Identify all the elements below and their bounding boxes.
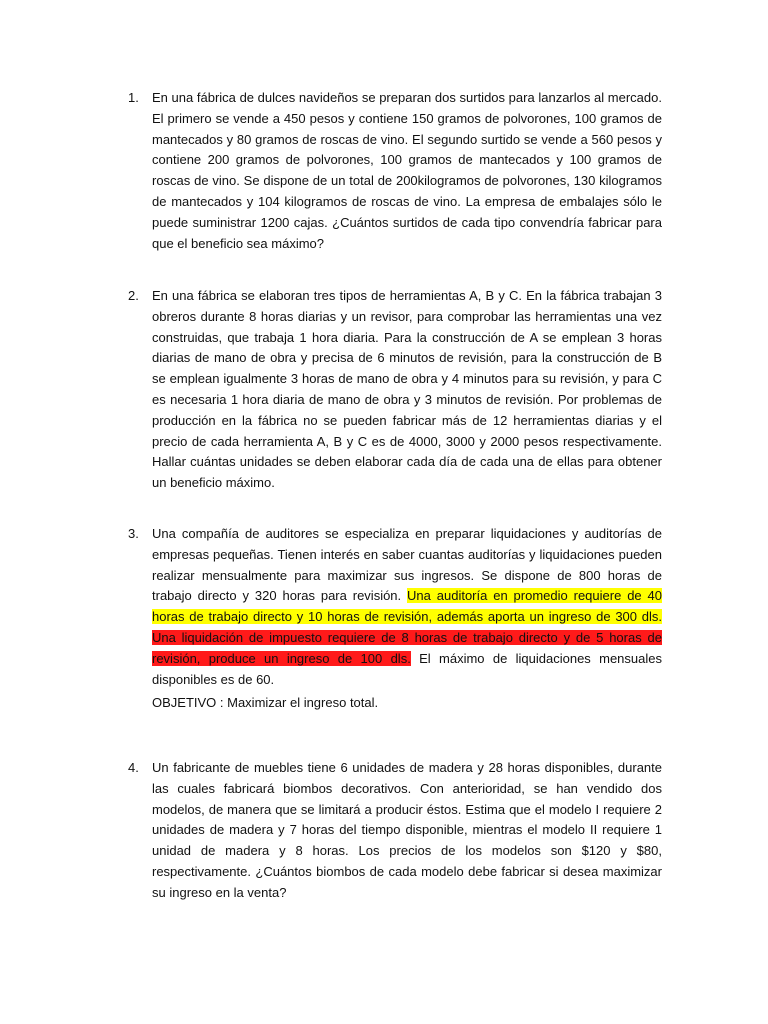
problem-4-text: Un fabricante de muebles tiene 6 unidades de madera y 28 horas disponibles, durante las cuales fabricará biombos decorativos. Con anterioridad, se han vendido dos modelos, de manera que se limitará a producir éstos. Estima que el modelo I requiere 2 unidades de madera y 7 horas del tiempo disponible, mientras el modelo II requiere 1 unidad de madera y 8 horas. Los precios de los modelos son $120 y $80, respectivamente. ¿Cuántos biombos de cada modelo debe fabricar si desea maximizar su ingreso en la venta?: [152, 760, 662, 900]
problem-3-number: 3.: [128, 526, 139, 541]
problem-1-text: En una fábrica de dulces navideños se preparan dos surtidos para lanzarlos al mercado. El primero se vende a 450 pesos y contiene 150 gramos de polvorones, 100 gramos de mantecados y 80 gramos de roscas de vino. El segundo surtido se vende a 560 pesos y contiene 200 gramos de polvorones, 100 gramos de mantecados y 100 gramos de roscas de vino. Se dispone de un total de 200kilogramos de polvorones, 130 kilogramos de mantecados y 104 kilogramos de roscas de vino. La empresa de embalajes sólo le puede suministrar 1200 cajas. ¿Cuántos surtidos de cada tipo convendría fabricar para que el beneficio sea máximo?: [152, 90, 662, 251]
problem-4-number: 4.: [128, 760, 139, 775]
problem-3-objective: OBJETIVO : Maximizar el ingreso total.: [152, 695, 379, 710]
problem-1-number: 1.: [128, 90, 139, 105]
problem-3-text: [152, 524, 662, 690]
problem-3-text-end: El máximo de liquidaciones mensuales disponibles es de 60.: [152, 650, 662, 687]
problem-2-number: 2.: [128, 288, 139, 303]
problem-2-text: En una fábrica se elaboran tres tipos de herramientas A, B y C. En la fábrica trabajan 3 obreros durante 8 horas diarias y un revisor, para comprobar las herramientas una vez construidas, que trabaja 1 hora diaria. Para la construcción de A se emplean 3 horas diarias de mano de obra y precisa de 6 minutos de revisión, para la construcción de B se emplean igualmente 3 horas de mano de obra y 4 minutos para su revisión, y para C es necesaria 1 hora diaria de mano de obra y 3 minutos de revisión. Por problemas de producción en la fábrica no se pueden fabricar más de 12 herramientas diarias y el precio de cada herramienta A, B y C es de 4000, 3000 y 2000 pesos respectivamente. Hallar cuántas unidades se deben elaborar cada día de cada una de ellas para obtener un beneficio máximo.: [152, 288, 662, 491]
problem-3-text-intro: Una compañía de auditores se especializa en preparar liquidaciones y auditorías de empresas pequeñas. Tienen interés en saber cuantas auditorías y liquidaciones pueden realizar mensualmente para maximizar sus ingresos. Se dispone de 800 horas de trabajo directo y 320 horas para revisión.: [152, 526, 662, 604]
problem-3-red-highlight: Una liquidación de impuesto requiere de 8 horas de trabajo directo y de 5 horas de revisión, produce un ingreso de 100 dls.: [152, 629, 662, 666]
problem-3-yellow-highlight: Una auditoría en promedio requiere de 40 horas de trabajo directo y 10 horas de revisión, además aporta un ingreso de 300 dls.: [152, 588, 662, 625]
